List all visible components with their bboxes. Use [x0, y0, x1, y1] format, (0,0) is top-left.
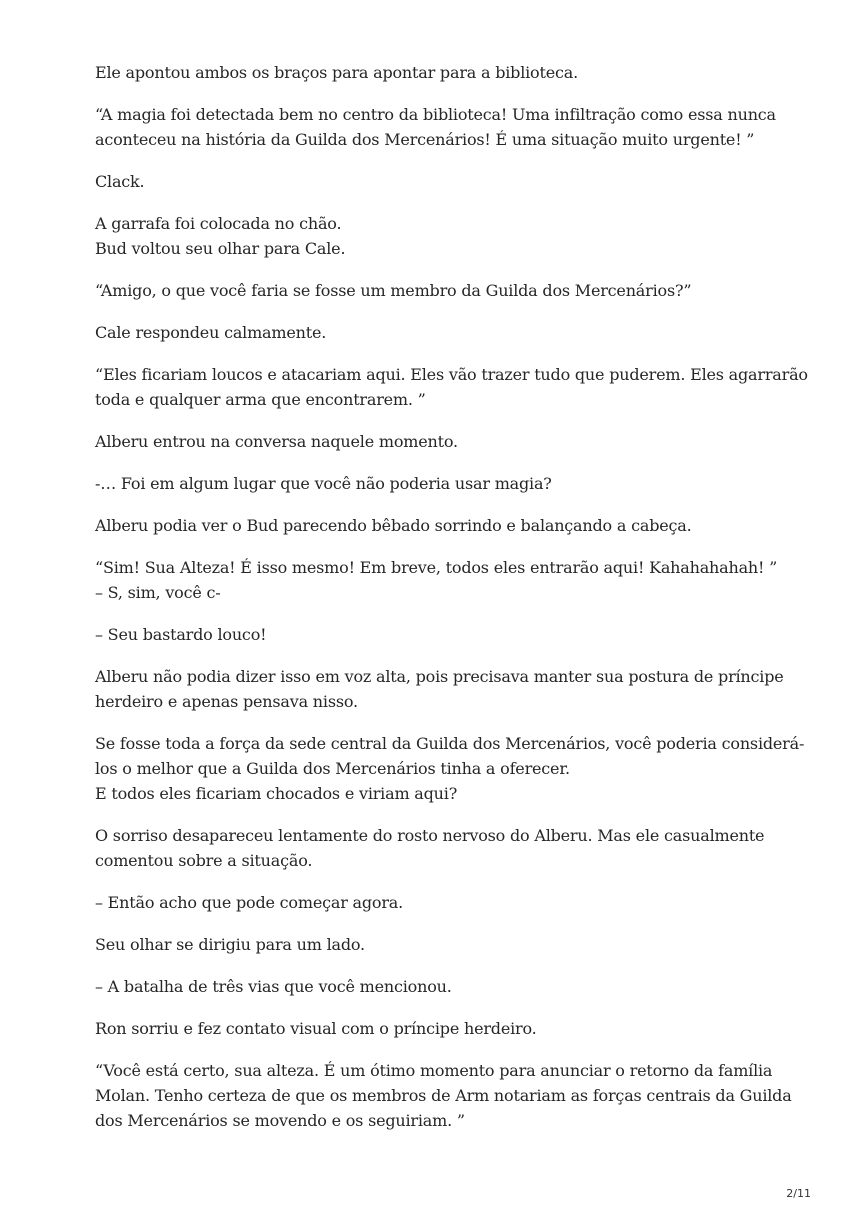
text-line: O sorriso desapareceu lentamente do rosto nervoso do Alberu. Mas ele casualmente: [95, 826, 765, 845]
paragraph: [95, 555, 795, 605]
paragraph: [95, 211, 795, 261]
text-line: – S, sim, você c-: [95, 583, 221, 602]
text-line: dos Mercenários se movendo e os seguiriam. ”: [95, 1111, 465, 1130]
paragraph: [95, 471, 795, 496]
text-line: Seu olhar se dirigiu para um lado.: [95, 935, 365, 954]
text-line: Ele apontou ambos os braços para apontar para a biblioteca.: [95, 63, 578, 82]
paragraph: [95, 932, 795, 957]
paragraph: [95, 974, 795, 999]
text-line: toda e qualquer arma que encontrarem. ”: [95, 390, 426, 409]
paragraph: [95, 362, 808, 412]
paragraph: [95, 622, 795, 647]
paragraph: [95, 664, 795, 714]
text-line: E todos eles ficariam chocados e viriam aqui?: [95, 784, 458, 803]
text-line: los o melhor que a Guilda dos Mercenários tinha a oferecer.: [95, 759, 570, 778]
paragraph: [95, 731, 805, 806]
paragraph: [95, 513, 795, 538]
paragraph: [95, 1058, 795, 1133]
paragraph: [95, 823, 795, 873]
document-body: [95, 60, 808, 1150]
text-line: “Eles ficariam loucos e atacariam aqui. Eles vão trazer tudo que puderem. Eles agarrarão: [95, 365, 808, 384]
text-line: Cale respondeu calmamente.: [95, 323, 327, 342]
text-line: “Você está certo, sua alteza. É um ótimo momento para anunciar o retorno da família: [95, 1061, 773, 1080]
text-line: aconteceu na história da Guilda dos Mercenários! É uma situação muito urgente! ”: [95, 130, 755, 149]
text-line: Se fosse toda a força da sede central da Guilda dos Mercenários, você poderia considerá-: [95, 734, 805, 753]
text-line: – Seu bastardo louco!: [95, 625, 267, 644]
text-line: Bud voltou seu olhar para Cale.: [95, 239, 346, 258]
page-number: 2/11: [786, 1187, 811, 1200]
text-line: – A batalha de três vias que você mencionou.: [95, 977, 452, 996]
text-line: Ron sorriu e fez contato visual com o príncipe herdeiro.: [95, 1019, 537, 1038]
text-line: Alberu não podia dizer isso em voz alta, pois precisava manter sua postura de príncipe: [95, 667, 784, 686]
paragraph: [95, 1016, 795, 1041]
paragraph: [95, 429, 795, 454]
text-line: “Amigo, o que você faria se fosse um membro da Guilda dos Mercenários?”: [95, 281, 692, 300]
text-line: A garrafa foi colocada no chão.: [95, 214, 342, 233]
text-line: Alberu podia ver o Bud parecendo bêbado sorrindo e balançando a cabeça.: [95, 516, 692, 535]
text-line: “A magia foi detectada bem no centro da biblioteca! Uma infiltração como essa nunca: [95, 105, 776, 124]
text-line: comentou sobre a situação.: [95, 851, 313, 870]
text-line: “Sim! Sua Alteza! É isso mesmo! Em breve, todos eles entrarão aqui! Kahahahahah! ”: [95, 558, 778, 577]
text-line: Clack.: [95, 172, 145, 191]
paragraph: [95, 60, 795, 85]
text-line: – Então acho que pode começar agora.: [95, 893, 404, 912]
text-line: Alberu entrou na conversa naquele momento.: [95, 432, 458, 451]
text-line: Molan. Tenho certeza de que os membros de Arm notariam as forças centrais da Guilda: [95, 1086, 792, 1105]
text-line: -… Foi em algum lugar que você não poderia usar magia?: [95, 474, 552, 493]
paragraph: [95, 278, 795, 303]
paragraph: [95, 169, 795, 194]
paragraph: [95, 890, 795, 915]
text-line: herdeiro e apenas pensava nisso.: [95, 692, 358, 711]
paragraph: [95, 320, 795, 345]
paragraph: [95, 102, 795, 152]
